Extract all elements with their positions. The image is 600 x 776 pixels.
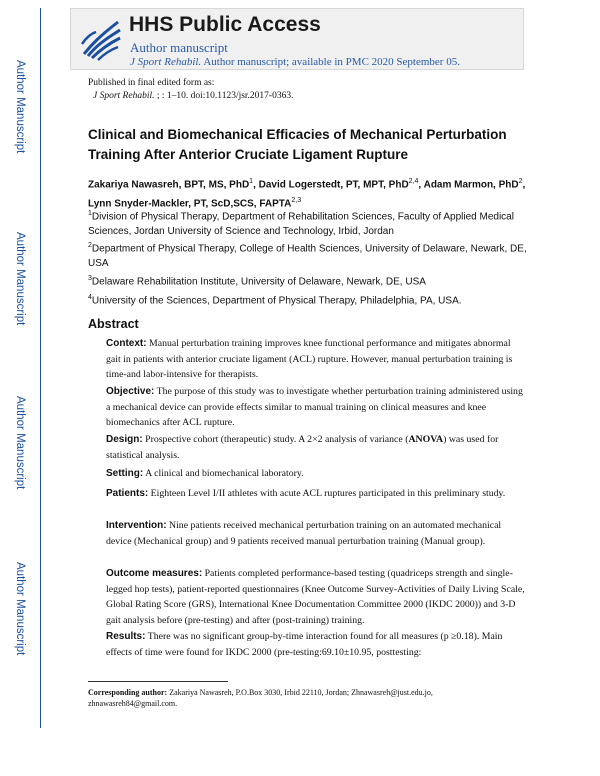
abstract-outcome-measures: Outcome measures: Patients completed performance-based testing (quadriceps strength and single-legged hop tests), patient-reported questionnaires (Knee Outcome Survey-Activities of Daily Living Scale, Global Rating Score (GRS), International Knee Documentation Committee 2000 (IKDC 2000)) and 3-D gait analysis before (pre-testing) and after (post-training) training. <box>106 568 525 626</box>
margin-label-4: Author Manuscript <box>14 562 26 656</box>
affiliation-3: $^3$Delaware Rehabilitation Institute, University of Delaware, Newark, DE, USA <box>88 275 426 288</box>
journal-availability: J Sport Rehabil. Author manuscript; available in PMC 2020 September 05. <box>130 56 460 68</box>
article-title: Clinical and Biomechanical Efficacies of Mechanical Perturbation Training After Anterior Cruciate Ligament Rupture <box>88 127 507 162</box>
abstract-intervention: Intervention: Nine patients received mechanical perturbation training on an automated mechanical device (Mechanical group) and 9 patients received manual perturbation training (Manual group). <box>106 520 502 547</box>
abstract-heading: Abstract <box>88 317 139 331</box>
affiliation-1: $^1$Division of Physical Therapy, Department of Rehabilitation Sciences, Faculty of Applied Medical Sciences, Jordan University of Science and Technology, Irbid, Jordan <box>88 210 514 238</box>
footnote-rule <box>88 681 228 682</box>
author-name: Adam Marmon, PhD <box>423 179 519 191</box>
corresponding-author-footnote: Corresponding author: Zakariya Nawasreh, P.O.Box 3030, Irbid 22110, Jordan; Zhnawasreh@just.edu.jo, zhnawasreh84@gmail.com. <box>88 688 433 708</box>
affiliation-2: $^2$Department of Physical Therapy, College of Health Sciences, University of Delaware, Newark, DE, USA <box>88 242 527 270</box>
author-name: David Logerstedt, PT, MPT, PhD <box>258 179 409 191</box>
abstract-context: Context: Manual perturbation training improves knee functional performance and mitigates abnormal gait in patients with anterior cruciate ligament (ACL) rupture. However, manual perturbation training is time-and labor-intensive for therapists. <box>106 338 513 380</box>
abstract-results: Results: There was no significant group-by-time interaction found for all measures (p ≥0.18). Main effects of time were found for IKDC 2000 (pre-testing:69.10±10.95, posttesting: <box>106 631 503 658</box>
abstract-design: Design: Prospective cohort (therapeutic) study. A 2×2 analysis of variance (ANOVA) was used for statistical analysis. <box>106 434 499 461</box>
author-name: Lynn Snyder-Mackler, PT, ScD,SCS, FAPTA <box>88 198 292 210</box>
margin-label-3: Author Manuscript <box>14 396 26 490</box>
publication-citation: J Sport Rehabil. ; : 1–10. doi:10.1123/jsr.2017-0363. <box>93 91 294 101</box>
abstract-setting: Setting: A clinical and biomechanical laboratory. <box>106 468 304 479</box>
hhs-title: HHS Public Access <box>129 13 321 36</box>
affiliation-4: $^4$University of the Sciences, Department of Physical Therapy, Philadelphia, PA, USA. <box>88 294 462 307</box>
margin-rule <box>40 8 41 728</box>
publication-note: Published in final edited form as: <box>88 78 215 88</box>
author-name: Zakariya Nawasreh, BPT, MS, PhD <box>88 179 250 191</box>
margin-label-2: Author Manuscript <box>14 232 26 326</box>
hhs-eagle-logo-icon <box>78 14 124 62</box>
manuscript-status: Author manuscript <box>130 40 228 55</box>
abstract-patients: Patients: Eighteen Level I/II athletes with acute ACL ruptures participated in this preliminary study. <box>106 488 506 499</box>
abstract-objective: Objective: The purpose of this study was to investigate whether perturbation training administered using a mechanical device can provide effects similar to manual training on clinical measures and knee biomechanics after ACL rupture. <box>106 386 523 428</box>
author-list: Zakariya Nawasreh, BPT, MS, PhD$^1$, David Logerstedt, PT, MPT, PhD$^{2,4}$, Adam Marmon, PhD$^2$, Lynn Snyder-Mackler, PT, ScD,SCS, FAPTA$^{2,3}$ <box>88 178 526 210</box>
margin-label-1: Author Manuscript <box>14 60 26 154</box>
